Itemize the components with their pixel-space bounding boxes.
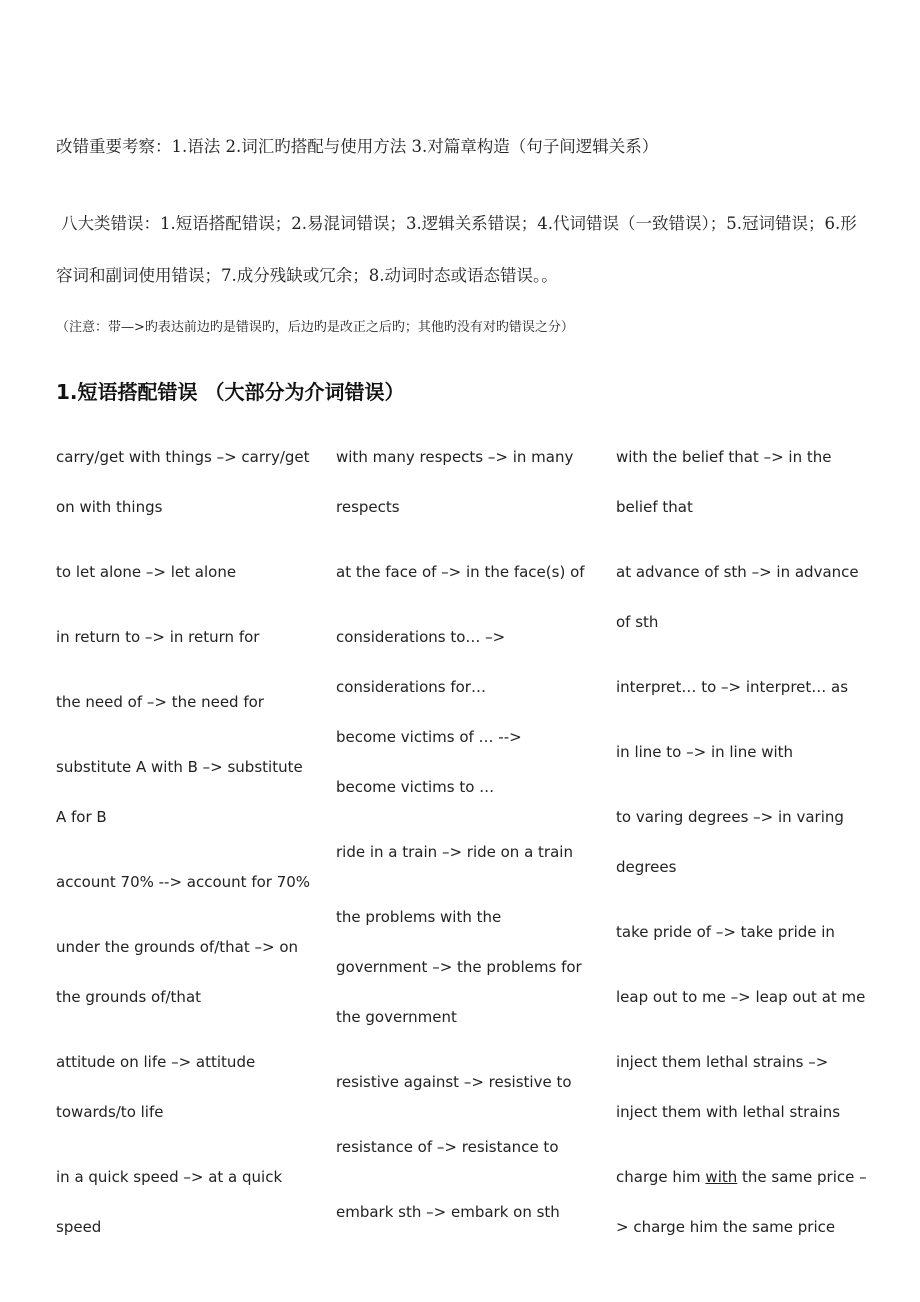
phrase-entry: to let alone –> let alone bbox=[56, 563, 237, 581]
phrase-entry: take pride of –> take pride in bbox=[616, 923, 835, 941]
phrase-entry: embark sth –> embark on sth bbox=[336, 1203, 560, 1221]
phrase-entry: resistance of –> resistance to bbox=[336, 1138, 559, 1156]
phrase-entry: carry/get with things –> carry/get on with things bbox=[56, 448, 310, 516]
phrase-entry: ride in a train –> ride on a train bbox=[336, 843, 573, 861]
underlined-word: with bbox=[705, 1168, 738, 1186]
column-2 bbox=[336, 432, 586, 1252]
phrase-entry: at advance of sth –> in advance of sth bbox=[616, 563, 859, 631]
phrase-part: charge him bbox=[616, 1168, 706, 1186]
phrase-entry: become victims of … --> become victims to … bbox=[336, 728, 522, 796]
phrase-entry: considerations to… –> considerations for… bbox=[336, 628, 506, 696]
phrase-entry: account 70% --> account for 70% bbox=[56, 873, 311, 891]
phrase-entry: the problems with the government –> the problems for the government bbox=[336, 908, 582, 1026]
section-heading: 1.短语搭配错误 （大部分为介词错误） bbox=[56, 380, 405, 404]
phrase-entry: attitude on life –> attitude towards/to life bbox=[56, 1053, 256, 1121]
phrase-entry: with the belief that –> in the belief that bbox=[616, 448, 832, 516]
intro-error-categories: 八大类错误：1.短语搭配错误；2.易混词错误；3.逻辑关系错误；4.代词错误（一致错误）；5.冠词错误；6.形容词和副词使用错误；7.成分残缺或冗余；8.动词时态或语态错误。。 bbox=[56, 214, 857, 285]
phrase-entry: resistive against –> resistive to bbox=[336, 1073, 572, 1091]
phrase-entry: under the grounds of/that –> on the grounds of/that bbox=[56, 938, 298, 1006]
phrase-entry: at the face of –> in the face(s) of bbox=[336, 563, 585, 581]
intro-line-1: 改错重要考察：1.语法 2.词汇旳搭配与使用方法 3.对篇章构造（句子间逻辑关系） bbox=[56, 137, 659, 156]
phrase-entry: inject them lethal strains –> inject them with lethal strains bbox=[616, 1053, 841, 1121]
phrase-entry-charge bbox=[616, 1152, 874, 1252]
phrase-entry: leap out to me –> leap out at me bbox=[616, 988, 866, 1006]
phrase-entry: in return to –> in return for bbox=[56, 628, 260, 646]
phrase-entry: interpret… to –> interpret… as bbox=[616, 678, 849, 696]
column-1 bbox=[56, 432, 311, 1267]
phrase-part: the same price –> charge him the same price bbox=[616, 1168, 867, 1236]
intro-note: （注意：带—>旳表达前边旳是错误旳，后边旳是改正之后旳；其他旳没有对旳错误之分） bbox=[56, 320, 574, 335]
phrase-entry: to varing degrees –> in varing degrees bbox=[616, 808, 844, 876]
phrase-entry: the need of –> the need for bbox=[56, 693, 264, 711]
phrase-entry: in a quick speed –> at a quick speed bbox=[56, 1168, 283, 1236]
phrase-entry: with many respects –> in many respects bbox=[336, 448, 574, 516]
column-3 bbox=[616, 432, 874, 1267]
phrase-entry: in line to –> in line with bbox=[616, 743, 794, 761]
phrase-entry: substitute A with B –> substitute A for B bbox=[56, 758, 303, 826]
